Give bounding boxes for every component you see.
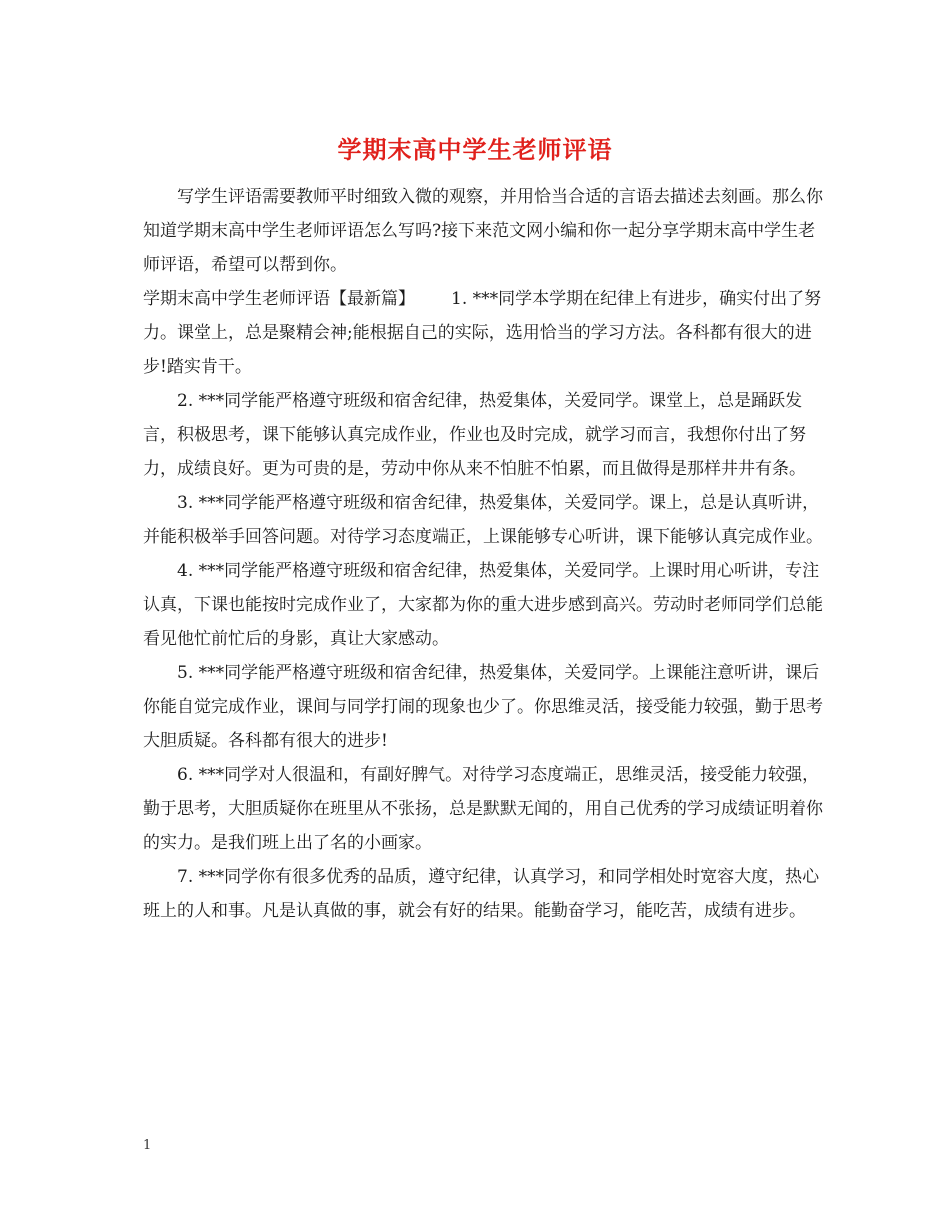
comment-item-4: 4. ***同学能严格遵守班级和宿舍纪律，热爱集体，关爱同学。上课时用心听讲，专注认真，下课也能按时完成作业了，大家都为你的重大进步感到高兴。劳动时老师同学们总能看见他忙前忙后的身影，真让大家感动。 xyxy=(143,561,823,649)
comment-item-3: 3. ***同学能严格遵守班级和宿舍纪律，热爱集体，关爱同学。课上，总是认真听讲，并能积极举手回答问题。对待学习态度端正，上课能够专心听讲，课下能够认真完成作业。 xyxy=(143,493,823,547)
document-title: 学期末高中学生老师评语 xyxy=(337,135,613,164)
comment-item-1: 1. ***同学本学期在纪律上有进步，确实付出了努力。课堂上，总是聚精会神;能根据自己的实际，选用恰当的学习方法。各科都有很大的进步!踏实肯干。 xyxy=(143,289,822,377)
comment-item-5: 5. ***同学能严格遵守班级和宿舍纪律，热爱集体，关爱同学。上课能注意听讲，课后你能自觉完成作业，课间与同学打闹的现象也少了。你思维灵活，接受能力较强，勤于思考大胆质疑。各科都有很大的进步! xyxy=(143,663,823,751)
document-body xyxy=(143,180,823,928)
section-heading-paragraph xyxy=(143,282,823,384)
comment-item-7: 7. ***同学你有很多优秀的品质，遵守纪律，认真学习，和同学相处时宽容大度，热心班上的人和事。凡是认真做的事，就会有好的结果。能勤奋学习，能吃苦，成绩有进步。 xyxy=(143,867,820,921)
comment-item-2: 2. ***同学能严格遵守班级和宿舍纪律，热爱集体，关爱同学。课堂上，总是踊跃发言，积极思考，课下能够认真完成作业，作业也及时完成，就学习而言，我想你付出了努力，成绩良好。更为可贵的是，劳动中你从来不怕脏不怕累，而且做得是那样井井有条。 xyxy=(143,391,806,479)
page-number: 1 xyxy=(143,1138,152,1153)
comment-item-6: 6. ***同学对人很温和，有副好脾气。对待学习态度端正，思维灵活，接受能力较强，勤于思考，大胆质疑你在班里从不张扬，总是默默无闻的，用自己优秀的学习成绩证明着你的实力。是我们班上出了名的小画家。 xyxy=(143,765,823,853)
section-heading: 学期末高中学生老师评语【最新篇】 xyxy=(143,289,415,309)
intro-paragraph: 写学生评语需要教师平时细致入微的观察，并用恰当合适的言语去描述去刻画。那么你知道学期末高中学生老师评语怎么写吗?接下来范文网小编和你一起分享学期末高中学生老师评语，希望可以帮到你。 xyxy=(143,187,823,275)
